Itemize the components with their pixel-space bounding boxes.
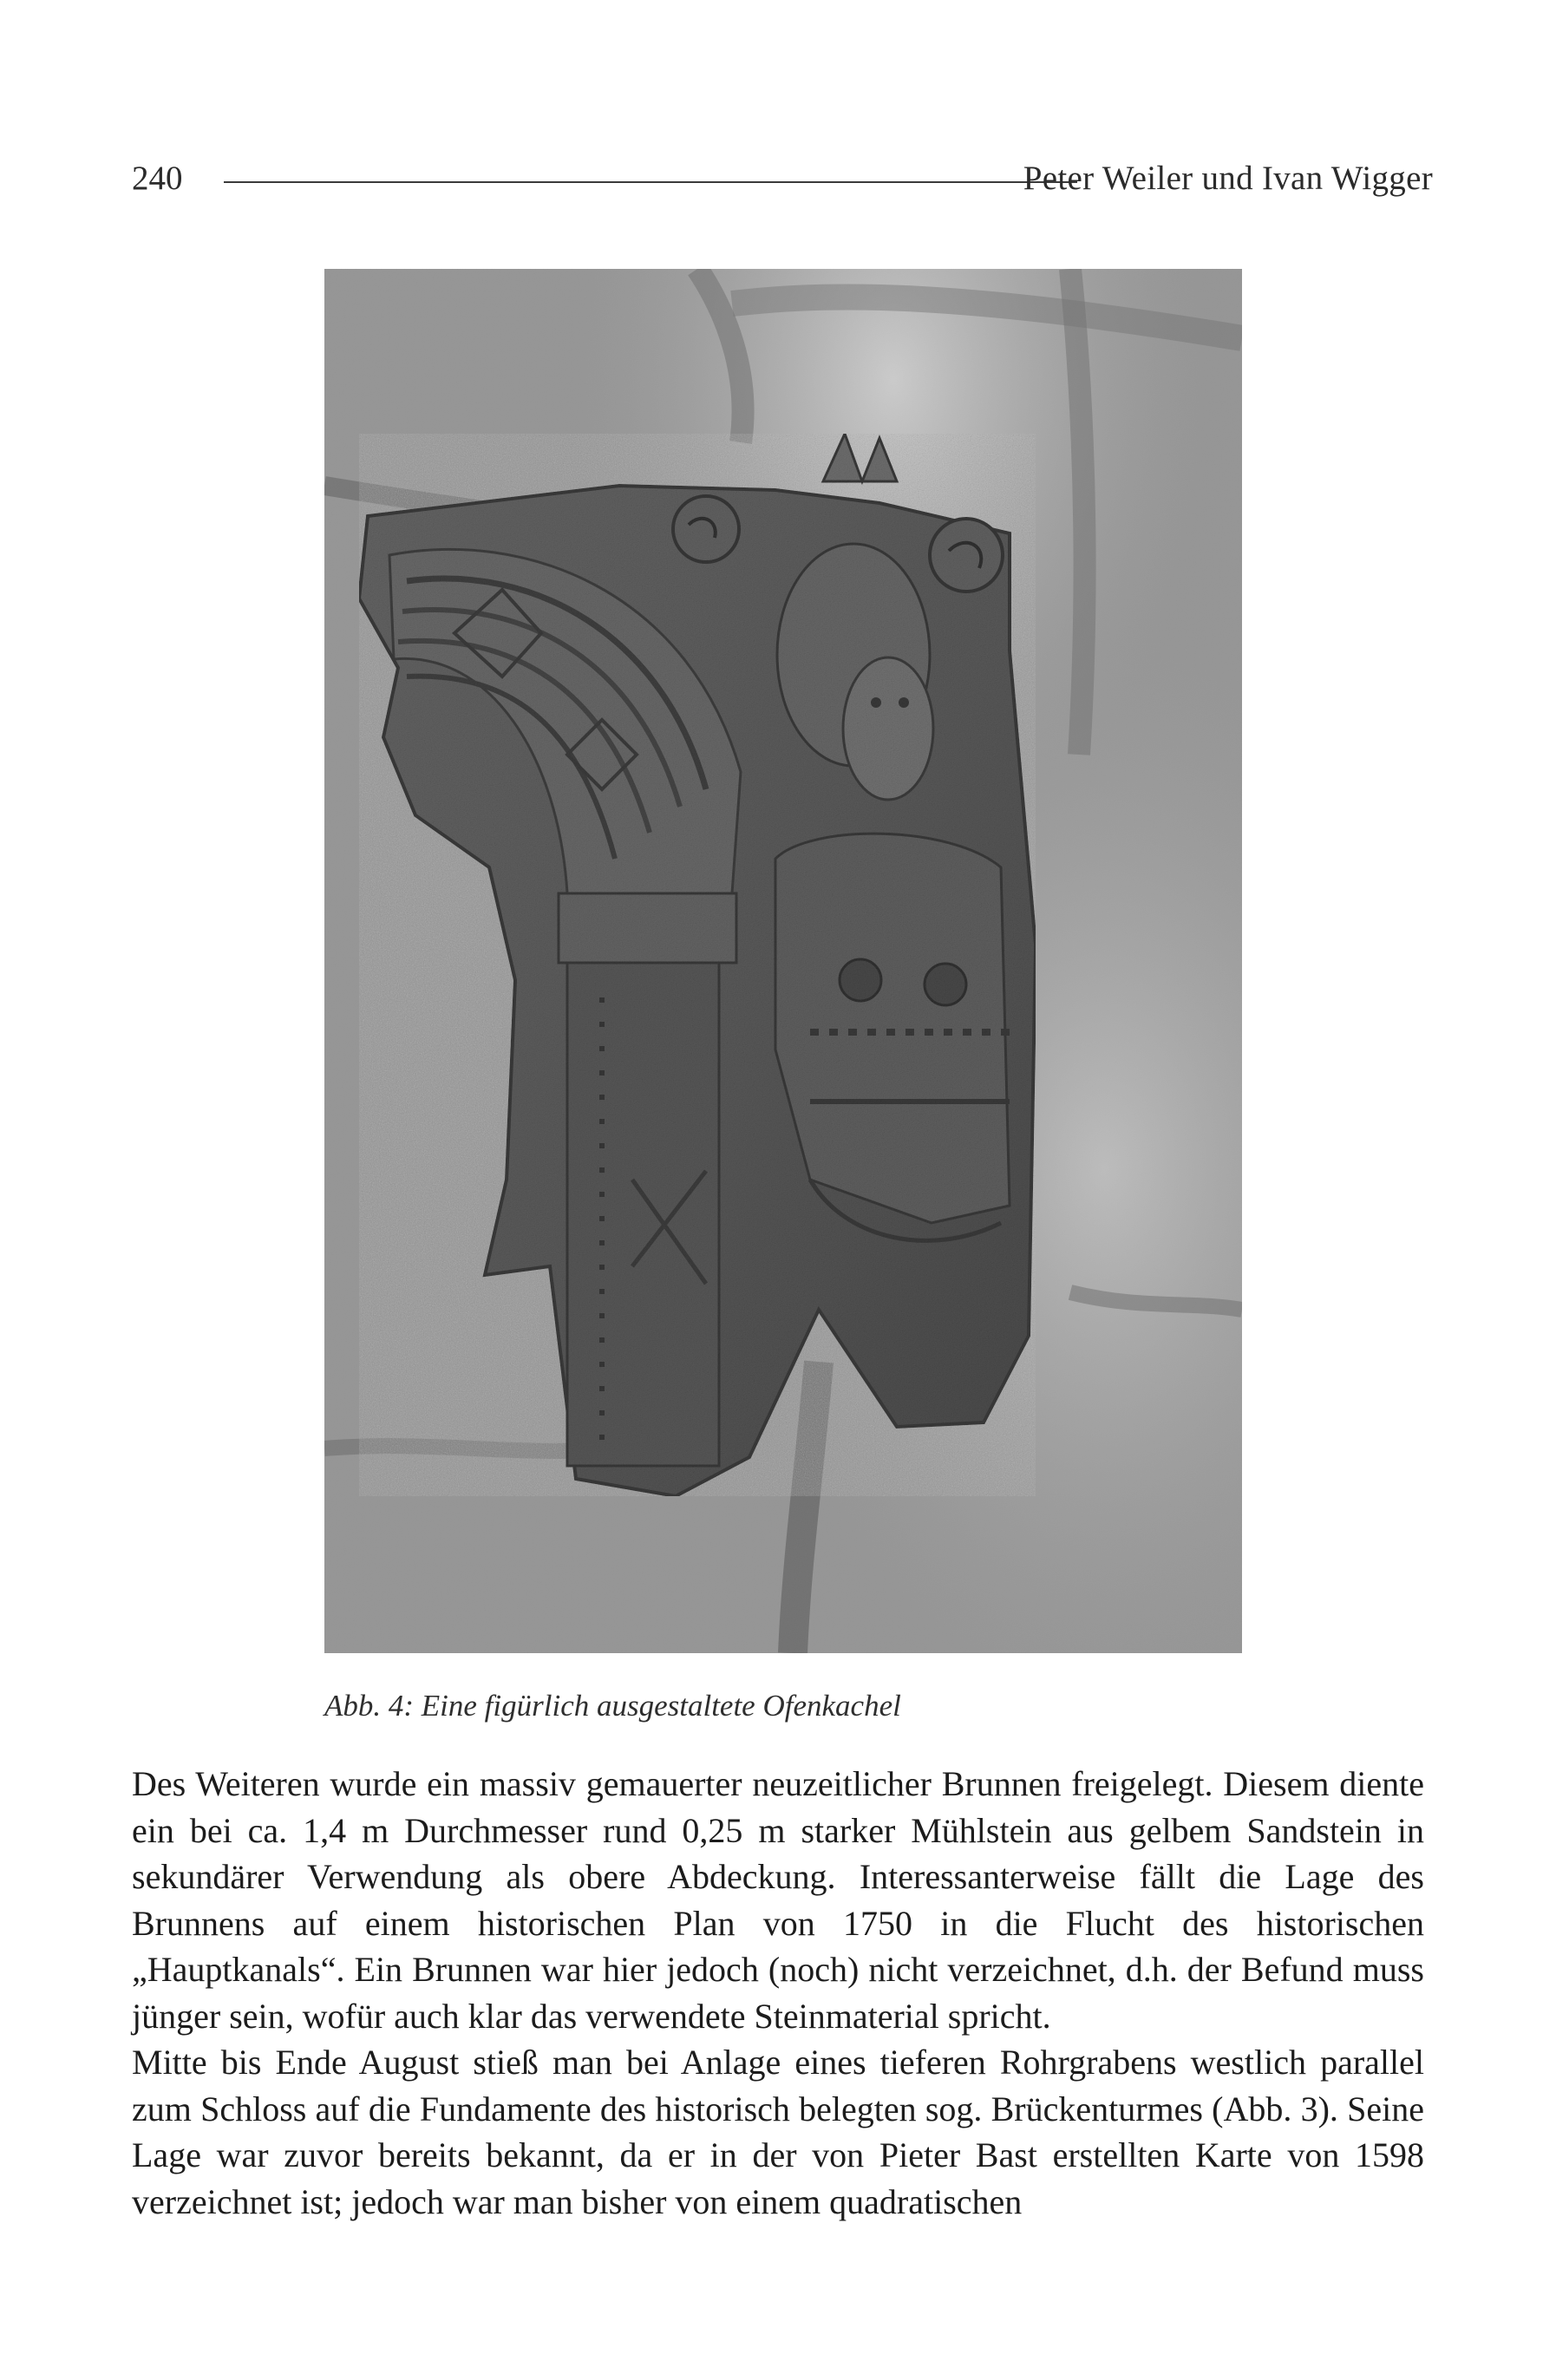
figure-caption: Abb. 4: Eine figürlich ausgestaltete Ofenkachel	[324, 1689, 901, 1723]
page-header	[132, 154, 1433, 203]
figure-photograph	[324, 269, 1242, 1653]
running-head: Peter Weiler und Ivan Wigger	[1023, 160, 1433, 197]
body-text	[132, 1761, 1424, 2225]
paragraph: Des Weiteren wurde ein massiv gemauerter neuzeitlicher Brunnen freigelegt. Diesem diente ein bei ca. 1,4 m Durchmesser rund 0,25 m starker Mühlstein aus gelbem Sandstein in sekundärer Verwendung als obere Abdeckung. Interessanterweise fällt die Lage des Brunnens auf einem historischen Plan von 1750 in die Flucht des historischen „Hauptkanals“. Ein Brunnen war hier jedoch (noch) nicht verzeichnet, d.h. der Befund muss jünger sein, wofür auch klar das verwendete Steinmaterial spricht.	[132, 1764, 1424, 2036]
page-number: 240	[132, 160, 183, 197]
stove-tile-photo	[324, 269, 1242, 1653]
header-rule	[224, 181, 1077, 183]
paragraph: Mitte bis Ende August stieß man bei Anlage eines tieferen Rohrgrabens westlich parallel zum Schloss auf die Fundamente des historisch belegten sog. Brückenturmes (Abb. 3). Seine Lage war zuvor bereits bekannt, da er in der von Pieter Bast erstellten Karte von 1598 verzeichnet ist; jedoch war man bisher von einem quadratischen	[132, 2043, 1424, 2221]
